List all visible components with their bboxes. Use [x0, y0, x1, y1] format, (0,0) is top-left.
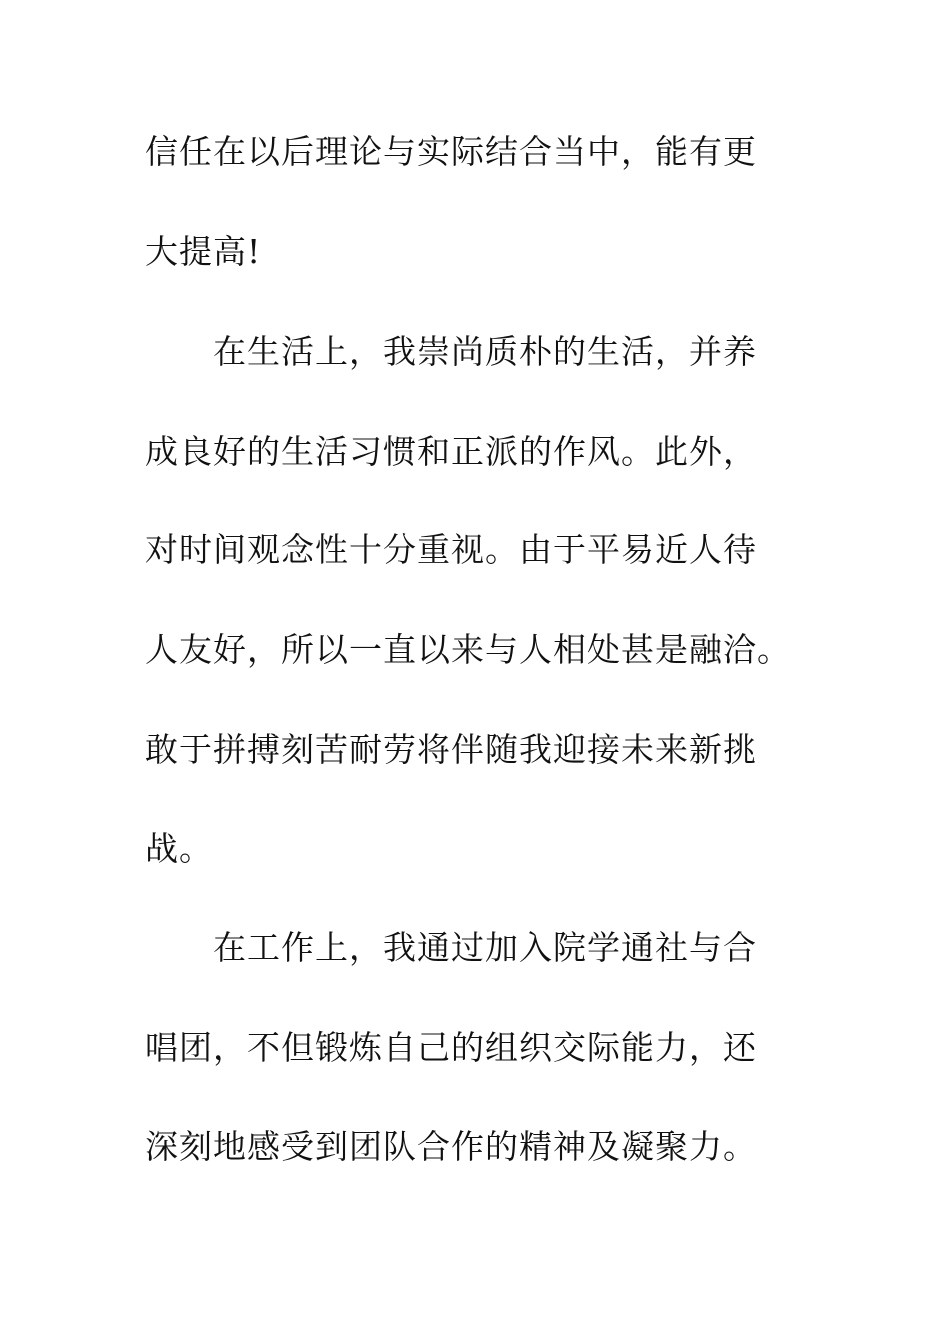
- text-line: 在生活上，我崇尚质朴的生活，并养: [213, 332, 757, 371]
- text-line: 在工作上，我通过加入院学通社与合: [213, 928, 757, 967]
- text-line: 人友好，所以一直以来与人相处甚是融洽。: [145, 630, 791, 669]
- text-line: 敢于拼搏刻苦耐劳将伴随我迎接未来新挑: [145, 730, 757, 769]
- text-line: 唱团，不但锻炼自己的组织交际能力，还: [145, 1028, 757, 1067]
- text-line: 对时间观念性十分重视。由于平易近人待: [145, 530, 757, 569]
- text-line: 战。: [145, 829, 213, 868]
- text-line: 成良好的生活习惯和正派的作风。此外，: [145, 432, 757, 471]
- text-line: 信任在以后理论与实际结合当中，能有更: [145, 132, 757, 171]
- text-line: 大提高!: [145, 232, 262, 271]
- text-line: 深刻地感受到团队合作的精神及凝聚力。: [145, 1127, 757, 1166]
